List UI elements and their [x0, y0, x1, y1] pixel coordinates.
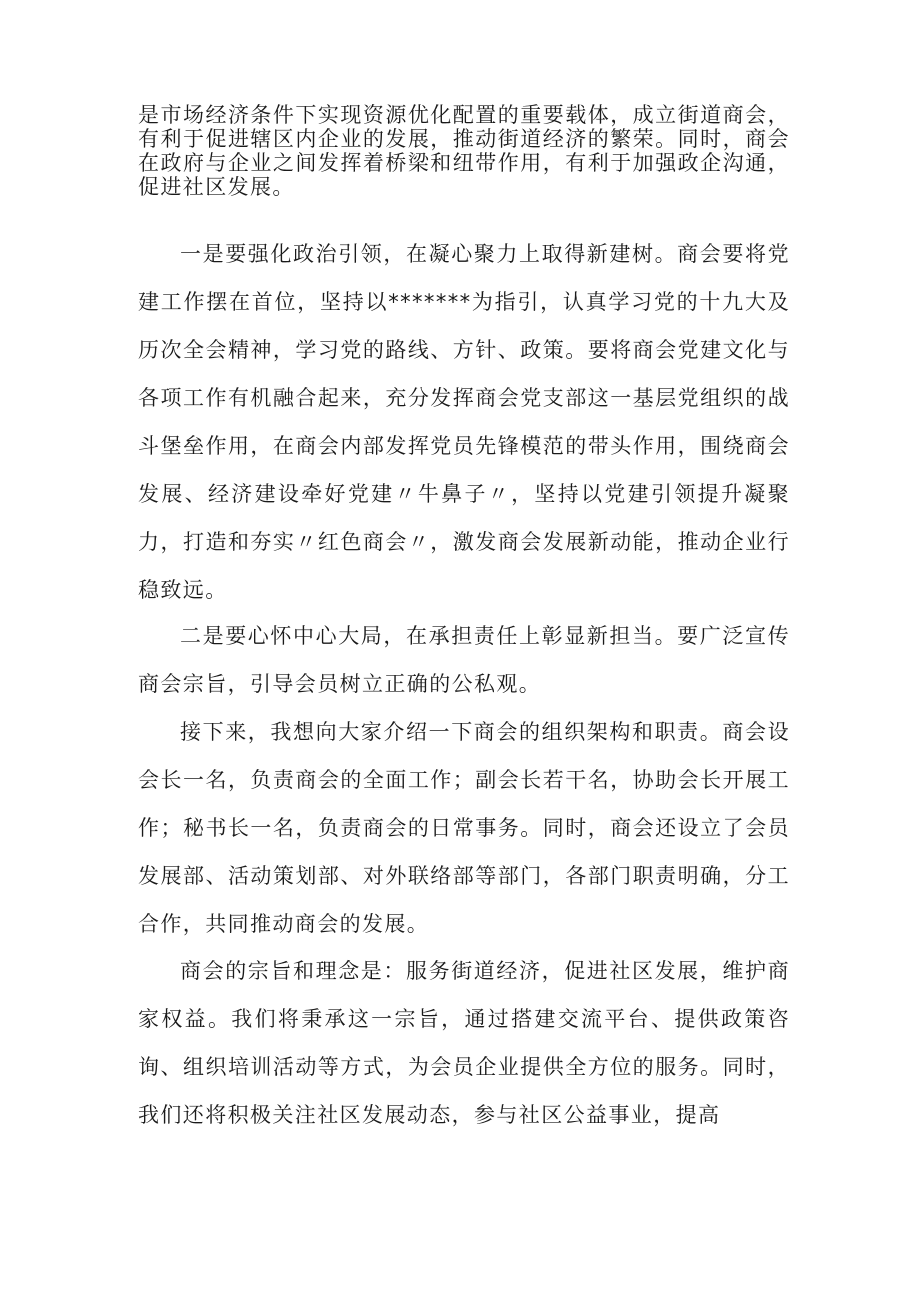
body-paragraph: 二是要心怀中心大局，在承担责任上彰显新担当。要广泛宣传商会宗旨，引导会员树立正确的公私观。	[138, 624, 790, 696]
body-paragraph: 是市场经济条件下实现资源优化配置的重要载体，成立街道商会，有利于促进辖区内企业的发展，推动街道经济的繁荣。同时，商会在政府与企业之间发挥着桥梁和纽带作用，有利于加强政企沟通，促进社区发展。	[138, 103, 790, 199]
body-paragraph: 接下来，我想向大家介绍一下商会的组织架构和职责。商会设会长一名，负责商会的全面工作；副会长若干名，协助会长开展工作；秘书长一名，负责商会的日常事务。同时，商会还设立了会员发展部、活动策划部、对外联络部等部门，各部门职责明确，分工合作，共同推动商会的发展。	[138, 720, 790, 936]
body-paragraph: 一是要强化政治引领，在凝心聚力上取得新建树。商会要将党建工作摆在首位，坚持以*******为指引，认真学习党的十九大及历次全会精神，学习党的路线、方针、政策。要将商会党建文化与各项工作有机融合起来，充分发挥商会党支部这一基层党组织的战斗堡垒作用，在商会内部发挥党员先锋模范的带头作用，围绕商会发展、经济建设牵好党建〃牛鼻子〃，坚持以党建引领提升凝聚力，打造和夯实〃红色商会〃，激发商会发展新动能，推动企业行稳致远。	[138, 242, 790, 602]
body-paragraph: 商会的宗旨和理念是：服务街道经济，促进社区发展，维护商家权益。我们将秉承这一宗旨，通过搭建交流平台、提供政策咨询、组织培训活动等方式，为会员企业提供全方位的服务。同时，我们还将积极关注社区发展动态，参与社区公益事业，提高	[138, 959, 790, 1127]
